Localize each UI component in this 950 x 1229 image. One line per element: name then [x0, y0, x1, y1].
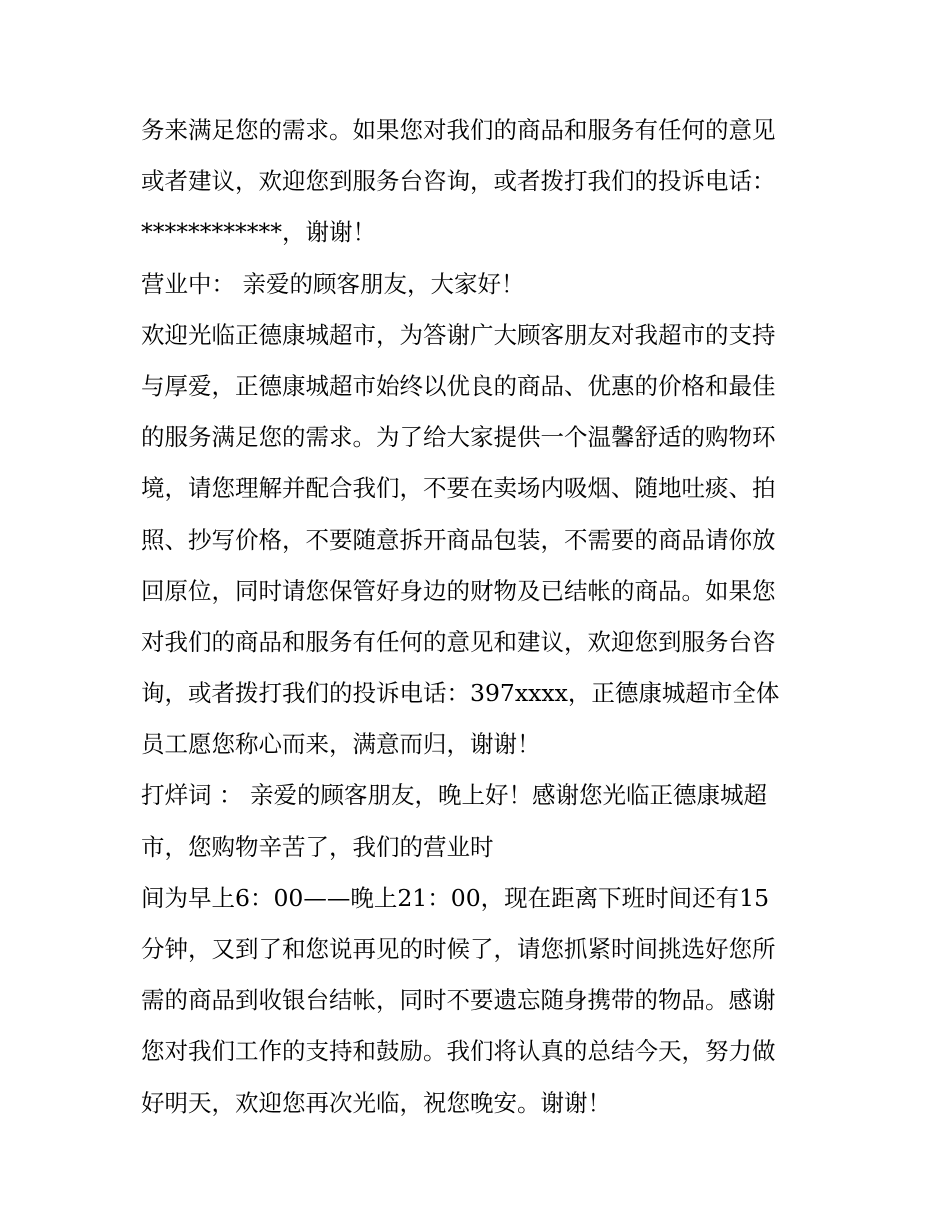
text-line: 员工愿您称心而来，满意而归，谢谢！: [141, 730, 541, 759]
text-line: 境，请您理解并配合我们，不要在卖场内吸烟、随地吐痰、拍: [141, 474, 776, 503]
text-line: 的服务满足您的需求。为了给大家提供一个温馨舒适的购物环: [141, 423, 776, 452]
text-line: 市，您购物辛苦了，我们的营业时: [141, 832, 494, 861]
text-line: 好明天，欢迎您再次光临，祝您晚安。谢谢！: [141, 1088, 611, 1117]
text-line: 询，或者拨打我们的投诉电话：397xxxx，正德康城超市全体: [141, 679, 780, 708]
document-body: [141, 105, 821, 1129]
section-heading-closing: 打烊词 ： 亲爱的顾客朋友，晚上好！感谢您光临正德康城超: [141, 781, 767, 810]
text-line: 对我们的商品和服务有任何的意见和建议，欢迎您到服务台咨: [141, 627, 776, 656]
text-line: 欢迎光临正德康城超市，为答谢广大顾客朋友对我超市的支持: [141, 320, 776, 349]
text-line: 回原位，同时请您保管好身边的财物及已结帐的商品。如果您: [141, 576, 776, 605]
text-line: 您对我们工作的支持和鼓励。我们将认真的总结今天，努力做: [141, 1037, 776, 1066]
section-heading-open-hours: 营业中： 亲爱的顾客朋友，大家好！: [141, 269, 525, 298]
text-line: 分钟，又到了和您说再见的时候了，请您抓紧时间挑选好您所: [141, 935, 776, 963]
text-line: 与厚爱，正德康城超市始终以优良的商品、优惠的价格和最佳: [141, 371, 776, 400]
text-line: 需的商品到收银台结帐，同时不要遗忘随身携带的物品。感谢: [141, 986, 776, 1015]
text-line: 照、抄写价格，不要随意拆开商品包装，不需要的商品请你放: [141, 525, 776, 554]
text-line: 务来满足您的需求。如果您对我们的商品和服务有任何的意见: [141, 116, 776, 144]
text-line: 间为早上6：00——晚上21：00，现在距离下班时间还有15: [141, 883, 770, 912]
text-line: ************，谢谢！: [141, 218, 376, 247]
text-line: 或者建议，欢迎您到服务台咨询，或者拨打我们的投诉电话：: [141, 167, 776, 196]
